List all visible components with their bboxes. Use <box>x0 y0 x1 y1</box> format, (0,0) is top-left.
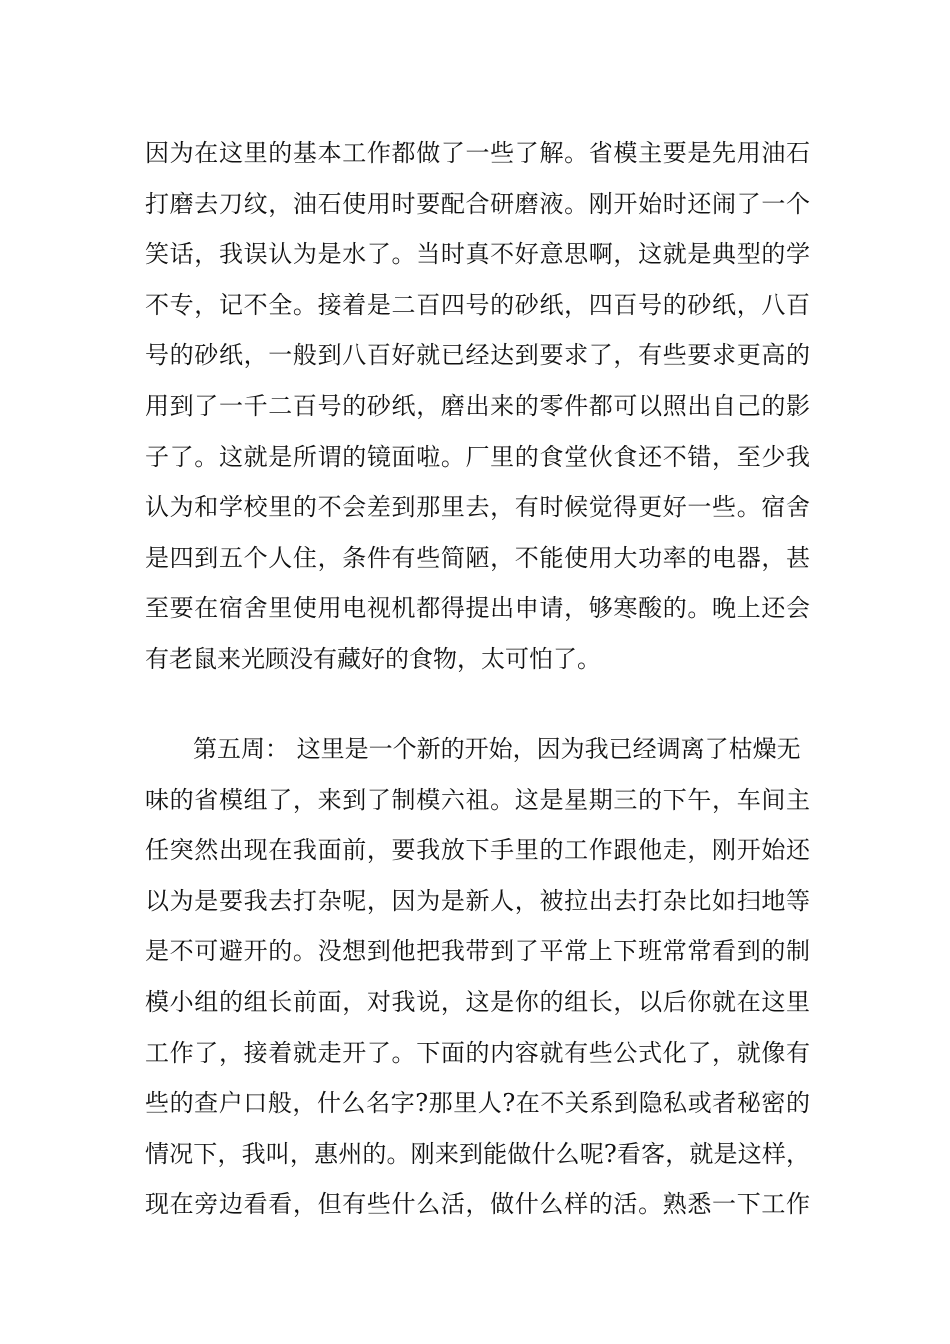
text-line: 笑话，我误认为是水了。当时真不好意思啊，这就是典型的学 <box>145 240 810 269</box>
text-line: 用到了一千二百号的砂纸，磨出来的零件都可以照出自己的影 <box>145 391 810 420</box>
text-line: 现在旁边看看，但有些什么活，做什么样的活。熟悉一下工作 <box>145 1190 810 1219</box>
text-line: 任突然出现在我面前，要我放下手里的工作跟他走，刚开始还 <box>145 836 810 865</box>
text-line: 以为是要我去打杂呢，因为是新人，被拉出去打杂比如扫地等 <box>145 886 810 915</box>
text-line: 第五周： 这里是一个新的开始，因为我已经调离了枯燥无 <box>193 735 801 763</box>
text-line: 号的砂纸，一般到八百好就已经达到要求了，有些要求更高的 <box>145 341 810 370</box>
text-line: 认为和学校里的不会差到那里去，有时候觉得更好一些。宿舍 <box>145 493 810 522</box>
paragraph-1 <box>145 128 810 685</box>
text-line: 因为在这里的基本工作都做了一些了解。省模主要是先用油石 <box>145 139 810 167</box>
text-line: 模小组的组长前面，对我说，这是你的组长，以后你就在这里 <box>145 987 810 1016</box>
text-line: 情况下，我叫，惠州的。刚来到能做什么呢?看客，就是这样， <box>145 1139 810 1168</box>
text-line: 些的查户口般，什么名字?那里人?在不关系到隐私或者秘密的 <box>145 1089 810 1118</box>
text-line: 至要在宿舍里使用电视机都得提出申请，够寒酸的。晚上还会 <box>145 594 810 623</box>
text-line: 有老鼠来光顾没有藏好的食物，太可怕了。 <box>145 644 601 673</box>
text-line: 味的省模组了，来到了制模六祖。这是星期三的下午，车间主 <box>145 785 810 814</box>
text-line: 子了。这就是所谓的镜面啦。厂里的食堂伙食还不错，至少我 <box>145 442 810 471</box>
text-line: 打磨去刀纹，油石使用时要配合研磨液。刚开始时还闹了一个 <box>145 189 810 218</box>
paragraph-2 <box>145 724 810 1230</box>
text-line: 不专，记不全。接着是二百四号的砂纸，四百号的砂纸，八百 <box>145 290 810 319</box>
text-line: 工作了，接着就走开了。下面的内容就有些公式化了，就像有 <box>145 1038 810 1067</box>
text-line: 是四到五个人住，条件有些简陋，不能使用大功率的电器，甚 <box>145 543 810 572</box>
text-line: 是不可避开的。没想到他把我带到了平常上下班常常看到的制 <box>145 937 810 966</box>
